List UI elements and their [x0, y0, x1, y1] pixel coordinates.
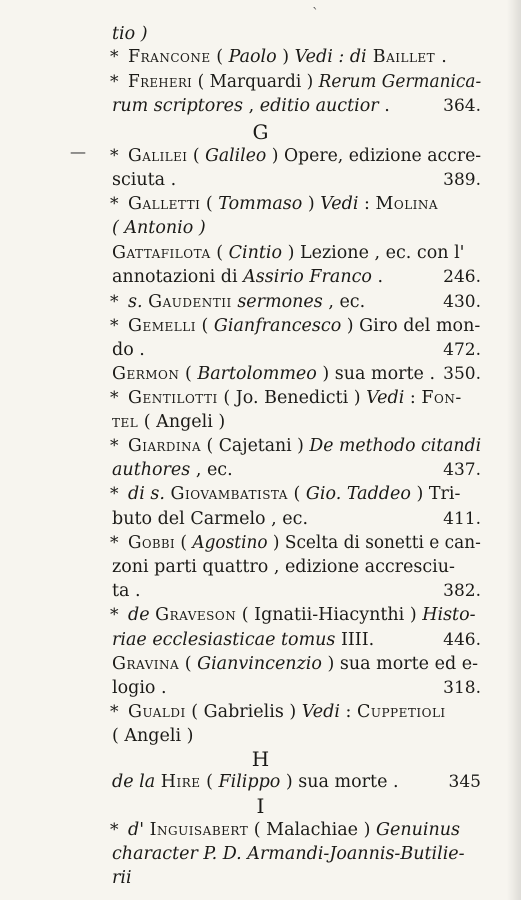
section-letter: G	[252, 120, 269, 144]
page-number: 345	[448, 772, 481, 792]
entry-segment: sermones	[237, 292, 323, 312]
asterisk-mark: *	[110, 702, 119, 722]
entry-segment: di s.	[128, 484, 171, 504]
asterisk-mark: *	[110, 388, 119, 408]
entry-text	[128, 601, 476, 629]
entry-segment: .	[378, 96, 390, 116]
entry-segment: :	[339, 702, 357, 722]
entry-segment: rum scriptores	[112, 96, 244, 116]
entry-segment: )	[302, 194, 321, 214]
entry-segment: Gio. Taddeo	[305, 484, 411, 504]
asterisk-mark: *	[110, 820, 119, 840]
entry-segment: Vedi	[366, 388, 405, 408]
entry-segment: d'	[128, 820, 150, 840]
index-line	[0, 263, 521, 291]
page-number: 389.	[443, 170, 481, 190]
entry-segment: Gattafilota	[112, 243, 211, 263]
page-number: 472.	[443, 340, 481, 360]
entry-segment: .	[371, 267, 384, 287]
entry-segment: , ec.	[322, 292, 366, 312]
entry-segment: Galilei	[128, 146, 188, 166]
entry-segment: Genuinus	[375, 820, 460, 840]
entry-segment: ) Lezione , ec. con l'	[282, 243, 465, 263]
entry-segment: ta .	[112, 581, 141, 601]
entry-segment: Galileo	[205, 146, 267, 166]
entry-segment: riae ecclesiasticae tomus	[112, 630, 336, 650]
entry-segment: Vedi : di	[294, 47, 367, 67]
entry-segment: (	[195, 316, 214, 336]
entry-segment: Galletti	[128, 194, 201, 214]
entry-segment: Gualdi	[128, 702, 186, 722]
index-line	[0, 601, 521, 629]
entry-segment: (	[200, 194, 219, 214]
entry-segment: Giardina	[128, 436, 201, 456]
entry-segment: (	[175, 533, 193, 553]
entry-segment: :	[404, 388, 422, 408]
index-line	[0, 92, 521, 120]
entry-segment: Gianvincenzio	[197, 654, 322, 674]
entry-segment: do .	[112, 340, 145, 360]
entry-segment: Francone	[128, 47, 211, 67]
entry-segment: tel	[112, 412, 139, 432]
entry-segment: Baillet .	[366, 47, 448, 67]
index-line	[0, 864, 521, 892]
asterisk-mark: *	[110, 316, 119, 336]
margin-mark: —	[70, 142, 86, 161]
page-number: 411.	[443, 509, 481, 529]
entry-segment: Agostino	[192, 533, 268, 553]
section-letter: H	[251, 747, 270, 771]
entry-segment: annotazioni di	[112, 267, 244, 287]
page-gutter-shadow	[507, 0, 521, 900]
entry-segment: Rerum Germanica-	[318, 72, 482, 92]
entry-segment: :	[358, 194, 376, 214]
entry-segment: Gianfrancesco	[213, 316, 342, 336]
entry-segment: Gravina	[112, 654, 180, 674]
entry-text	[112, 92, 390, 120]
entry-segment: ) sua morte .	[280, 772, 399, 792]
entry-segment: Cintio	[228, 243, 283, 263]
entry-text	[112, 263, 383, 291]
entry-segment: Cuppetioli	[356, 702, 446, 722]
entry-segment: de	[128, 605, 156, 625]
entry-segment: Filippo	[218, 772, 281, 792]
entry-segment: authores	[112, 460, 191, 480]
asterisk-mark: *	[110, 605, 119, 625]
page-number: 350.	[443, 364, 481, 384]
asterisk-mark: *	[110, 533, 119, 553]
asterisk-mark: *	[110, 146, 119, 166]
entry-segment: ,	[243, 96, 260, 116]
entry-segment: sciuta .	[112, 170, 177, 190]
entry-segment: s.	[128, 292, 149, 312]
page-number: 446.	[443, 630, 481, 650]
entry-segment: Gentilotti	[128, 388, 218, 408]
entry-segment: ( Jo. Benedicti )	[217, 388, 367, 408]
entry-segment: IIII.	[335, 630, 375, 650]
entry-segment: ( Malachiae )	[248, 820, 376, 840]
asterisk-mark: *	[110, 72, 119, 92]
entry-segment: zoni parti quattro , edizione accresciu-	[112, 557, 455, 577]
entry-segment: Hire	[160, 772, 201, 792]
page-mark: `	[312, 6, 319, 22]
entry-segment: tio )	[112, 24, 148, 44]
entry-segment: De methodo citandi	[309, 436, 482, 456]
page-number: 364.	[443, 96, 481, 116]
entry-segment: Gemelli	[128, 316, 196, 336]
entry-segment: Germon	[112, 364, 180, 384]
entry-segment: editio auctior	[259, 96, 379, 116]
entry-text	[112, 214, 206, 242]
entry-segment: Gaudentii	[148, 292, 232, 312]
entry-segment: Bartolommeo	[197, 364, 317, 384]
entry-segment: ) sua morte .	[316, 364, 436, 384]
entry-segment: Inguisabert	[149, 820, 249, 840]
entry-segment: Vedi	[301, 702, 340, 722]
index-line	[0, 43, 521, 71]
entry-segment: ( Angeli )	[112, 726, 194, 746]
entry-text	[112, 864, 132, 892]
entry-text	[128, 480, 460, 508]
entry-segment: ( Gabrielis )	[185, 702, 302, 722]
entry-segment: buto del Carmelo , ec.	[112, 509, 309, 529]
section-letter: I	[256, 794, 265, 818]
page-number: 246.	[443, 267, 481, 287]
entry-segment: Tommaso	[218, 194, 303, 214]
entry-segment: (	[210, 47, 229, 67]
entry-segment: Histo-	[422, 605, 476, 625]
index-line	[0, 214, 521, 242]
entry-segment: ( Ignatii-Hiacynthi )	[236, 605, 423, 625]
entry-segment: ( Cajetani )	[200, 436, 310, 456]
entry-segment: ( Marquardi )	[192, 72, 319, 92]
entry-segment: ) Tri-	[410, 484, 461, 504]
entry-segment: logio .	[112, 678, 167, 698]
entry-segment: (	[179, 654, 198, 674]
entry-segment: (	[187, 146, 206, 166]
asterisk-mark: *	[110, 47, 119, 67]
asterisk-mark: *	[110, 436, 119, 456]
entry-segment: Fon-	[421, 388, 462, 408]
page-number: 318.	[443, 678, 481, 698]
asterisk-mark: *	[110, 484, 119, 504]
entry-segment: Molina	[375, 194, 439, 214]
entry-segment: rii	[112, 868, 132, 888]
entry-segment: (	[210, 243, 229, 263]
page-number: 430.	[443, 292, 481, 312]
entry-segment: Gobbi	[128, 533, 176, 553]
asterisk-mark: *	[110, 292, 119, 312]
entry-text	[128, 43, 447, 71]
entry-segment: de la	[112, 772, 161, 792]
entry-segment: character P. D. Armandi-Joannis-Butilie-	[112, 844, 465, 864]
entry-segment: ( Angeli )	[138, 412, 226, 432]
entry-segment: ) sua morte ed e-	[321, 654, 478, 674]
entry-segment: ( Antonio )	[112, 218, 206, 238]
entry-segment: Graveson	[155, 605, 237, 625]
page-number: 437.	[443, 460, 481, 480]
page-number: 382.	[443, 581, 481, 601]
asterisk-mark: *	[110, 194, 119, 214]
entry-segment: , ec.	[190, 460, 233, 480]
entry-segment: (	[200, 772, 219, 792]
entry-segment: ) Scelta di sonetti e can-	[267, 533, 481, 553]
entry-segment: Paolo	[228, 47, 277, 67]
entry-segment: ) Opere, edizione accre-	[266, 146, 482, 166]
entry-segment: (	[179, 364, 198, 384]
entry-segment: Freheri	[128, 72, 193, 92]
entry-segment: Giovambatista	[170, 484, 288, 504]
entry-segment: Vedi	[320, 194, 359, 214]
entry-segment: (	[287, 484, 306, 504]
entry-segment: Assirio Franco	[243, 267, 372, 287]
entry-segment: )	[276, 47, 295, 67]
entry-segment: ) Giro del mon-	[341, 316, 481, 336]
index-line	[0, 480, 521, 508]
